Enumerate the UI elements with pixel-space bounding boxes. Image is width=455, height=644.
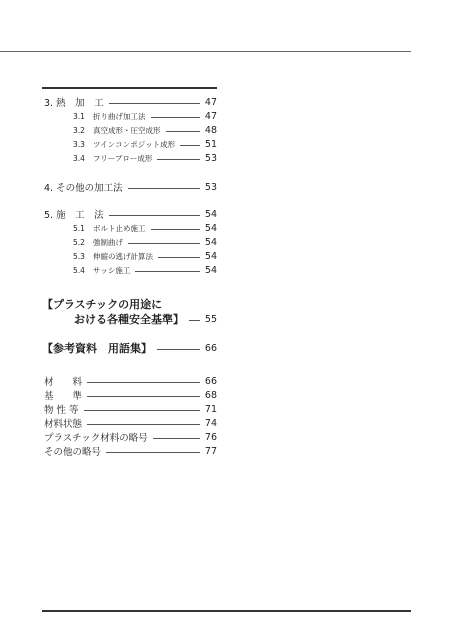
bottom-rule — [42, 610, 411, 612]
toc-leader — [189, 320, 200, 321]
toc-glossary-label: 物 性 等 — [44, 405, 79, 416]
toc-page-number: 47 — [204, 110, 217, 122]
toc-leader — [166, 131, 200, 132]
toc-leader — [106, 452, 200, 453]
toc-leader — [87, 382, 200, 383]
toc-item-number: 3.1 — [73, 111, 85, 121]
toc-standards-line-1: 【プラスチックの用途に — [42, 298, 163, 311]
toc-page-number: 71 — [204, 403, 217, 415]
toc-item-label: 強制曲げ — [93, 237, 123, 247]
toc-item-5-2[interactable] — [73, 235, 217, 249]
toc-page-number: 55 — [204, 313, 217, 325]
toc-item-number: 3.3 — [73, 139, 85, 149]
toc-glossary-label: プラスチック材料の略号 — [44, 433, 148, 444]
toc-item-number: 5.2 — [73, 237, 85, 247]
toc-item-3-2[interactable] — [73, 123, 217, 137]
toc-leader — [109, 103, 200, 104]
toc-glossary-label: その他の略号 — [44, 447, 102, 458]
toc-reference-title: 【参考資料 用語集】 — [42, 342, 152, 355]
toc-section-3-title: 3. 熱 加 工 — [44, 98, 104, 109]
toc-section-5[interactable] — [44, 207, 217, 221]
toc-item-label: ツインコンポジット成形 — [93, 139, 176, 149]
top-rule — [0, 51, 411, 52]
toc-item-label: フリーブロー成形 — [93, 153, 153, 163]
toc-leader — [84, 410, 200, 411]
toc-item-5-3[interactable] — [73, 249, 217, 263]
toc-page-number: 54 — [204, 222, 217, 234]
toc-item-number: 3.4 — [73, 153, 85, 163]
section-top-rule — [42, 87, 217, 89]
toc-glossary-label: 材 料 — [44, 377, 83, 388]
toc-item-label: 伸縮の逃げ計算法 — [93, 251, 153, 261]
toc-page-number: 66 — [204, 342, 217, 354]
toc-glossary-item[interactable] — [44, 388, 217, 402]
toc-glossary-item[interactable] — [44, 444, 217, 458]
toc-section-5-title: 5. 施 工 法 — [44, 210, 104, 221]
toc-glossary-item[interactable] — [44, 416, 217, 430]
toc-page-number: 68 — [204, 389, 217, 401]
toc-glossary-label: 基 準 — [44, 391, 83, 402]
toc-item-5-1[interactable] — [73, 221, 217, 235]
toc-leader — [157, 159, 200, 160]
toc-page-number: 51 — [204, 138, 217, 150]
toc-leader — [128, 243, 200, 244]
toc-leader — [128, 188, 200, 189]
toc-page-number: 47 — [204, 96, 217, 108]
toc-page-number: 74 — [204, 417, 217, 429]
toc-page-number: 54 — [204, 264, 217, 276]
toc-glossary-label: 材料状態 — [44, 419, 83, 430]
toc-item-label: 真空成形・圧空成形 — [93, 125, 161, 135]
toc-section-3[interactable] — [44, 95, 217, 109]
toc-section-4[interactable] — [44, 180, 217, 194]
toc-item-3-1[interactable] — [73, 109, 217, 123]
toc-standards-line-2: おける各種安全基準】 — [74, 313, 184, 326]
toc-leader — [151, 117, 200, 118]
toc-leader — [135, 271, 200, 272]
toc-standards[interactable] — [74, 312, 217, 326]
toc-page-number: 53 — [204, 181, 217, 193]
toc-page-number: 54 — [204, 208, 217, 220]
toc-item-label: 折り曲げ加工法 — [93, 111, 146, 121]
toc-leader — [157, 349, 200, 350]
toc-leader — [158, 257, 200, 258]
toc-item-label: ボルト止め施工 — [93, 223, 146, 233]
toc-glossary-item[interactable] — [44, 374, 217, 388]
toc-glossary-item[interactable] — [44, 430, 217, 444]
toc-reference[interactable] — [42, 341, 217, 355]
toc-page-number: 48 — [204, 124, 217, 136]
toc-item-number: 5.4 — [73, 265, 85, 275]
toc-item-number: 5.3 — [73, 251, 85, 261]
toc-page-number: 77 — [204, 445, 217, 457]
toc-item-label: サッシ施工 — [93, 265, 131, 275]
toc-section-4-title: 4. その他の加工法 — [44, 183, 123, 194]
toc-page-number: 66 — [204, 375, 217, 387]
toc-glossary-item[interactable] — [44, 402, 217, 416]
toc-leader — [153, 438, 200, 439]
toc-leader — [87, 424, 200, 425]
toc-page-number: 53 — [204, 152, 217, 164]
toc-leader — [151, 229, 200, 230]
toc-page-number: 54 — [204, 236, 217, 248]
toc-item-number: 3.2 — [73, 125, 85, 135]
toc-leader — [87, 396, 200, 397]
toc-item-3-3[interactable] — [73, 137, 217, 151]
toc-item-number: 5.1 — [73, 223, 85, 233]
toc-page-number: 54 — [204, 250, 217, 262]
toc-page-number: 76 — [204, 431, 217, 443]
toc-leader — [109, 215, 200, 216]
toc-leader — [180, 145, 200, 146]
toc-item-5-4[interactable] — [73, 263, 217, 277]
toc-item-3-4[interactable] — [73, 151, 217, 165]
